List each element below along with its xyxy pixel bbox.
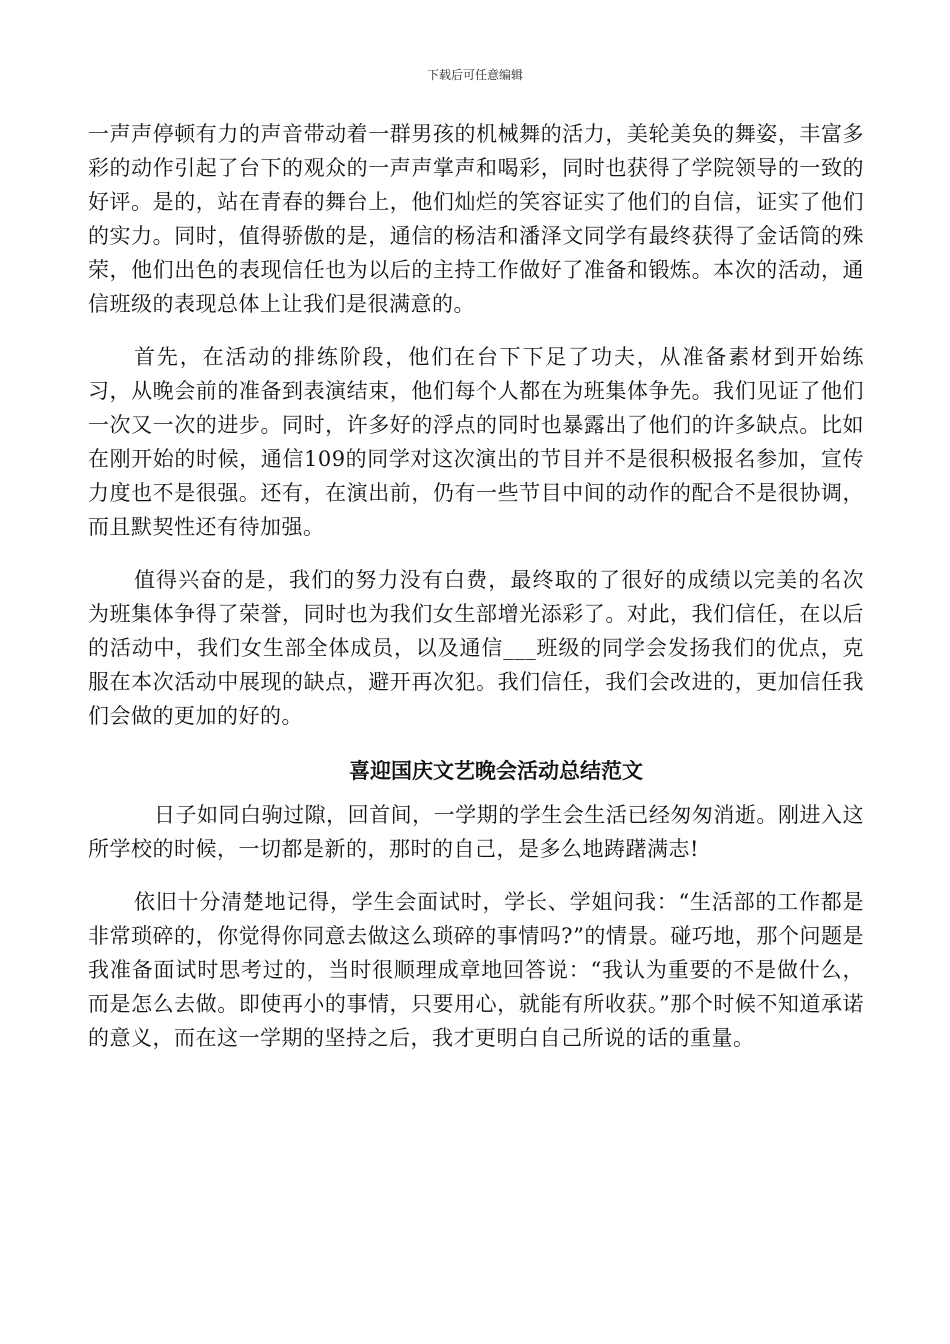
- document-body: [88, 117, 864, 1055]
- paragraph-2: 首先，在活动的排练阶段，他们在台下下足了功夫，从准备素材到开始练习，从晚会前的准备到表演结束，他们每个人都在为班集体争先。我们见证了他们一次又一次的进步。同时，许多好的浮点的同时也暴露出了他们的许多缺点。比如在刚开始的时候，通信109的同学对这次演出的节目并不是很积极报名参加，宣传力度也不是很强。还有，在演出前，仍有一些节目中间的动作的配合不是很协调，而且默契性还有待加强。: [88, 345, 864, 539]
- section-paragraph-2: 依旧十分清楚地记得，学生会面试时，学长、学姐问我：“生活部的工作都是非常琐碎的，你觉得你同意去做这么琐碎的事情吗?”的情景。碰巧地，那个问题是我准备面试时思考过的，当时很顺理成章地回答说：“我认为重要的不是做什么，而是怎么去做。即使再小的事情，只要用心，就能有所收获。”那个时候不知道承诺的意义，而在这一学期的坚持之后，我才更明白自己所说的话的重量。: [88, 890, 864, 1050]
- section-paragraph-1: 日子如同白驹过隙，回首间，一学期的学生会生活已经匆匆消逝。刚进入这所学校的时候，一切都是新的，那时的自己，是多么地踌躇满志!: [88, 803, 864, 861]
- page-header: 下载后可任意编辑: [426, 68, 523, 82]
- paragraph-3: 值得兴奋的是，我们的努力没有白费，最终取的了很好的成绩以完美的名次为班集体争得了荣誉，同时也为我们女生部增光添彩了。对此，我们信任，在以后的活动中，我们女生部全体成员，以及通信___班级的同学会发扬我们的优点，克服在本次活动中展现的缺点，避开再次犯。我们信任，我们会改进的，更加信任我们会做的更加的好的。: [88, 568, 864, 728]
- section-title: 喜迎国庆文艺晚会活动总结范文: [349, 758, 643, 783]
- paragraph-1: 一声声停顿有力的声音带动着一群男孩的机械舞的活力，美轮美奂的舞姿，丰富多彩的动作引起了台下的观众的一声声掌声和喝彩，同时也获得了学院领导的一致的好评。是的，站在青春的舞台上，他们灿烂的笑容证实了他们的自信，证实了他们的实力。同时，值得骄傲的是，通信的杨洁和潘泽文同学有最终获得了金话筒的殊荣，他们出色的表现信任也为以后的主持工作做好了准备和锻炼。本次的活动，通信班级的表现总体上让我们是很满意的。: [88, 122, 864, 316]
